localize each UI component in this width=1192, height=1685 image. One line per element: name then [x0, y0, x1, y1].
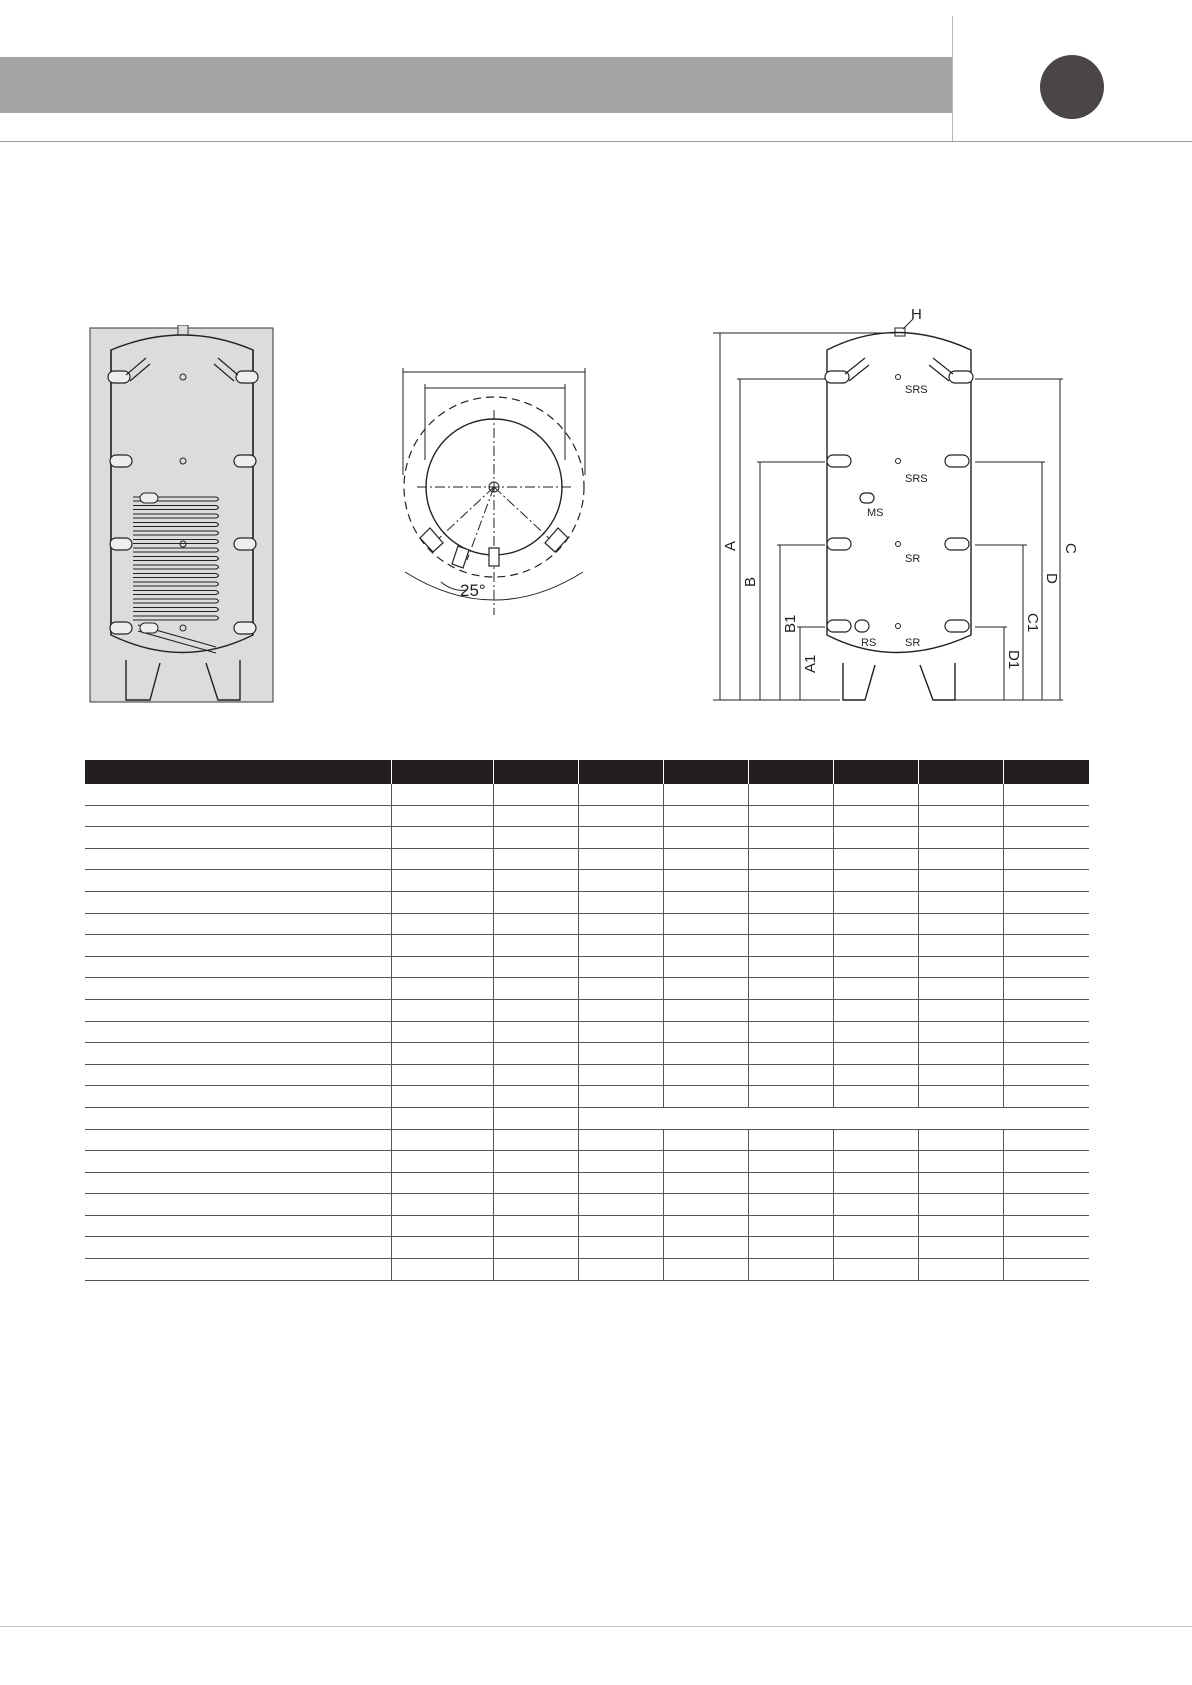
table-cell: [493, 891, 578, 913]
dim-label-d1: D1: [1005, 650, 1022, 670]
table-cell: [1003, 784, 1089, 805]
table-cell: [493, 1151, 578, 1173]
table-cell: [833, 1215, 918, 1237]
header-rule: [0, 141, 1192, 142]
table-row: [85, 1107, 1089, 1129]
table-row: [85, 827, 1089, 849]
table-cell: [1003, 1064, 1089, 1086]
table-cell: [85, 1021, 391, 1043]
table-cell: [833, 999, 918, 1021]
table-cell: [663, 1194, 748, 1216]
table-cell: [578, 978, 663, 1000]
table-cell: [85, 827, 391, 849]
table-cell: [578, 891, 663, 913]
table-cell: [748, 1259, 833, 1281]
table-cell: [918, 1129, 1003, 1151]
table-cell: [1003, 956, 1089, 978]
table-cell: [833, 870, 918, 892]
table-cell: [493, 805, 578, 827]
table-row: [85, 1259, 1089, 1281]
table-cell: [1003, 1151, 1089, 1173]
table-cell: [748, 1151, 833, 1173]
table-cell: [918, 891, 1003, 913]
table-cell: [918, 978, 1003, 1000]
front-view-drawing: [88, 325, 278, 705]
table-cell: [663, 848, 748, 870]
table-cell: [85, 1064, 391, 1086]
header-divider: [952, 16, 953, 142]
table-cell: [391, 1237, 493, 1259]
table-cell: [85, 848, 391, 870]
table-cell: [578, 1215, 663, 1237]
table-cell: [748, 1194, 833, 1216]
top-view-circle-icon: [395, 360, 595, 625]
table-cell: [748, 956, 833, 978]
table-cell: [918, 1194, 1003, 1216]
table-cell: [1003, 935, 1089, 957]
table-cell: [493, 1107, 578, 1129]
table-cell: [1003, 1021, 1089, 1043]
footer-rule: [0, 1626, 1192, 1627]
table-cell: [391, 1172, 493, 1194]
table-cell: [918, 1086, 1003, 1108]
table-cell: [833, 1237, 918, 1259]
table-cell: [1003, 1194, 1089, 1216]
table-cell: [578, 956, 663, 978]
table-cell: [663, 935, 748, 957]
table-row: [85, 848, 1089, 870]
dim-label-c: C: [1062, 543, 1079, 554]
table-cell: [578, 1021, 663, 1043]
table-cell: [748, 978, 833, 1000]
table-header-row: [85, 760, 1089, 784]
top-view-drawing: [395, 360, 595, 625]
table-row: [85, 1237, 1089, 1259]
table-cell: [1003, 805, 1089, 827]
table-row: [85, 870, 1089, 892]
table-cell: [918, 935, 1003, 957]
table-row: [85, 999, 1089, 1021]
table-cell: [748, 891, 833, 913]
table-cell: [578, 784, 663, 805]
table-cell: [833, 1064, 918, 1086]
table-cell: [663, 978, 748, 1000]
table-cell: [85, 784, 391, 805]
table-row: [85, 1151, 1089, 1173]
table-cell: [493, 999, 578, 1021]
port-label-rs: RS: [861, 637, 877, 649]
table-cell: [833, 827, 918, 849]
table-cell: [833, 1259, 918, 1281]
table-row: [85, 1215, 1089, 1237]
dim-label-d: D: [1043, 573, 1060, 584]
table-cell: [578, 913, 663, 935]
table-cell: [663, 1129, 748, 1151]
table-cell: [493, 978, 578, 1000]
dim-label-h: H: [911, 306, 922, 323]
table-cell: [391, 1151, 493, 1173]
table-cell: [748, 999, 833, 1021]
table-cell: [663, 870, 748, 892]
table-cell: [748, 784, 833, 805]
table-cell: [748, 1237, 833, 1259]
table-cell: [918, 1021, 1003, 1043]
table-cell: [85, 870, 391, 892]
table-cell: [833, 978, 918, 1000]
table-row: [85, 805, 1089, 827]
table-cell: [85, 1237, 391, 1259]
table-cell: [493, 848, 578, 870]
table-cell: [918, 827, 1003, 849]
port-label-srs-top: SRS: [905, 384, 928, 396]
table-cell: [663, 827, 748, 849]
table-cell: [918, 956, 1003, 978]
table-cell: [493, 1172, 578, 1194]
table-row: [85, 978, 1089, 1000]
table-cell: [391, 1107, 493, 1129]
table-cell: [663, 956, 748, 978]
table-cell: [578, 1086, 663, 1108]
table-cell: [1003, 1043, 1089, 1065]
table-cell: [918, 1043, 1003, 1065]
table-cell: [833, 1086, 918, 1108]
table-cell: [1003, 1259, 1089, 1281]
table-cell: [1003, 870, 1089, 892]
table-cell: [493, 956, 578, 978]
table-row: [85, 1194, 1089, 1216]
table-cell: [663, 784, 748, 805]
table-cell: [833, 1172, 918, 1194]
table-cell: [493, 1237, 578, 1259]
table-cell: [493, 1215, 578, 1237]
angle-label: 25°: [460, 581, 486, 600]
table-cell: [85, 1194, 391, 1216]
table-cell: [391, 1043, 493, 1065]
table-cell: [663, 1215, 748, 1237]
table-cell: [493, 1086, 578, 1108]
table-cell: [748, 848, 833, 870]
table-cell: [1003, 1129, 1089, 1151]
table-cell: [918, 870, 1003, 892]
table-cell: [833, 805, 918, 827]
table-cell: [663, 913, 748, 935]
table-row: [85, 1064, 1089, 1086]
table-cell: [391, 1194, 493, 1216]
table-cell: [833, 1043, 918, 1065]
table-cell: [391, 827, 493, 849]
table-cell: [493, 935, 578, 957]
table-cell: [578, 1151, 663, 1173]
table-cell: [1003, 978, 1089, 1000]
table-cell: [663, 1259, 748, 1281]
table-cell: [1003, 1237, 1089, 1259]
table-cell: [748, 870, 833, 892]
table-cell: [493, 913, 578, 935]
table-cell: [493, 1021, 578, 1043]
tank-with-coil-icon: [88, 325, 278, 705]
table-cell: [493, 1259, 578, 1281]
table-cell: [391, 1259, 493, 1281]
dim-label-a1: A1: [802, 654, 819, 673]
table-cell: [85, 935, 391, 957]
table-row: [85, 913, 1089, 935]
table-cell: [1003, 1172, 1089, 1194]
table-cell: [918, 1172, 1003, 1194]
table-cell: [578, 1064, 663, 1086]
table-cell: [748, 1129, 833, 1151]
table-cell: [85, 1151, 391, 1173]
table-cell: [833, 935, 918, 957]
table-cell: [1003, 999, 1089, 1021]
table-cell: [918, 1064, 1003, 1086]
table-cell: [918, 805, 1003, 827]
section-badge: [1040, 55, 1104, 119]
table-row: [85, 1043, 1089, 1065]
table-cell: [833, 1194, 918, 1216]
table-cell: [663, 999, 748, 1021]
table-cell: [663, 1043, 748, 1065]
table-cell: [391, 999, 493, 1021]
table-row: [85, 891, 1089, 913]
table-cell: [833, 956, 918, 978]
table-cell: [493, 1129, 578, 1151]
header-band: [0, 57, 953, 113]
table-cell: [391, 1086, 493, 1108]
table-cell: [578, 848, 663, 870]
table-cell: [748, 1086, 833, 1108]
table-cell: [1003, 913, 1089, 935]
table-cell: [918, 1215, 1003, 1237]
table-cell: [918, 1237, 1003, 1259]
table-cell: [748, 1064, 833, 1086]
table-cell: [391, 870, 493, 892]
table-cell: [663, 1086, 748, 1108]
table-row: [85, 784, 1089, 805]
table-cell: [918, 848, 1003, 870]
table-cell: [833, 891, 918, 913]
dim-label-b1: B1: [782, 614, 799, 633]
table-cell: [748, 1021, 833, 1043]
table-cell: [85, 1107, 391, 1129]
table-cell: [578, 999, 663, 1021]
table-row: [85, 1086, 1089, 1108]
table-cell: [493, 870, 578, 892]
table-cell: [578, 1043, 663, 1065]
table-cell: [1003, 848, 1089, 870]
table-cell: [85, 805, 391, 827]
table-cell: [578, 1172, 663, 1194]
table-cell: [493, 784, 578, 805]
port-label-srs-mid: SRS: [905, 473, 928, 485]
port-label-sr-mid: SR: [905, 553, 921, 565]
table-cell: [391, 1021, 493, 1043]
table-cell: [391, 848, 493, 870]
table-row: [85, 1021, 1089, 1043]
table-cell: [391, 1064, 493, 1086]
table-cell: [391, 891, 493, 913]
table-cell: [833, 1129, 918, 1151]
table-cell: [391, 956, 493, 978]
table-cell: [493, 1043, 578, 1065]
table-cell: [578, 827, 663, 849]
table-cell: [748, 913, 833, 935]
table-cell: [748, 1043, 833, 1065]
table-row: [85, 1172, 1089, 1194]
table-cell: [833, 1021, 918, 1043]
table-cell: [578, 1259, 663, 1281]
table-cell: [663, 1237, 748, 1259]
table-cell: [578, 1107, 1089, 1129]
table-cell: [918, 784, 1003, 805]
table-cell: [85, 999, 391, 1021]
table-cell: [748, 1172, 833, 1194]
spec-table: [85, 760, 1089, 1281]
table-cell: [748, 805, 833, 827]
table-cell: [391, 1215, 493, 1237]
table-cell: [1003, 1215, 1089, 1237]
table-row: [85, 935, 1089, 957]
table-cell: [663, 1172, 748, 1194]
table-row: [85, 956, 1089, 978]
table-cell: [578, 1129, 663, 1151]
table-cell: [85, 891, 391, 913]
table-cell: [85, 1172, 391, 1194]
table-cell: [578, 1237, 663, 1259]
table-cell: [85, 1129, 391, 1151]
table-cell: [391, 1129, 493, 1151]
table-cell: [391, 935, 493, 957]
table-cell: [1003, 1086, 1089, 1108]
dim-label-b: B: [742, 576, 759, 587]
table-cell: [578, 935, 663, 957]
table-cell: [493, 1194, 578, 1216]
port-label-ms: MS: [867, 507, 884, 519]
table-cell: [85, 1086, 391, 1108]
table-cell: [833, 913, 918, 935]
table-cell: [391, 978, 493, 1000]
table-cell: [918, 913, 1003, 935]
table-cell: [85, 1043, 391, 1065]
table-cell: [578, 870, 663, 892]
table-cell: [578, 1194, 663, 1216]
table-row: [85, 1129, 1089, 1151]
port-label-sr-bottom: SR: [905, 637, 921, 649]
table-cell: [85, 978, 391, 1000]
table-cell: [748, 827, 833, 849]
table-cell: [663, 805, 748, 827]
table-cell: [85, 913, 391, 935]
table-cell: [391, 805, 493, 827]
table-cell: [833, 784, 918, 805]
table-cell: [918, 1151, 1003, 1173]
table-cell: [918, 1259, 1003, 1281]
table-cell: [663, 1064, 748, 1086]
dim-label-a: A: [722, 540, 739, 551]
table-cell: [748, 935, 833, 957]
table-cell: [493, 1064, 578, 1086]
table-cell: [85, 956, 391, 978]
table-cell: [918, 999, 1003, 1021]
table-cell: [1003, 827, 1089, 849]
table-cell: [85, 1215, 391, 1237]
dim-label-c1: C1: [1024, 613, 1041, 633]
table-cell: [663, 1021, 748, 1043]
table-cell: [1003, 891, 1089, 913]
table-cell: [493, 827, 578, 849]
tank-dimension-icon: [705, 305, 1085, 705]
dimension-view-drawing: [705, 305, 1085, 705]
table-cell: [663, 1151, 748, 1173]
table-cell: [663, 891, 748, 913]
table-cell: [391, 913, 493, 935]
table-cell: [391, 784, 493, 805]
table-cell: [85, 1259, 391, 1281]
table-cell: [833, 848, 918, 870]
table-cell: [578, 805, 663, 827]
table-cell: [748, 1215, 833, 1237]
table-cell: [833, 1151, 918, 1173]
